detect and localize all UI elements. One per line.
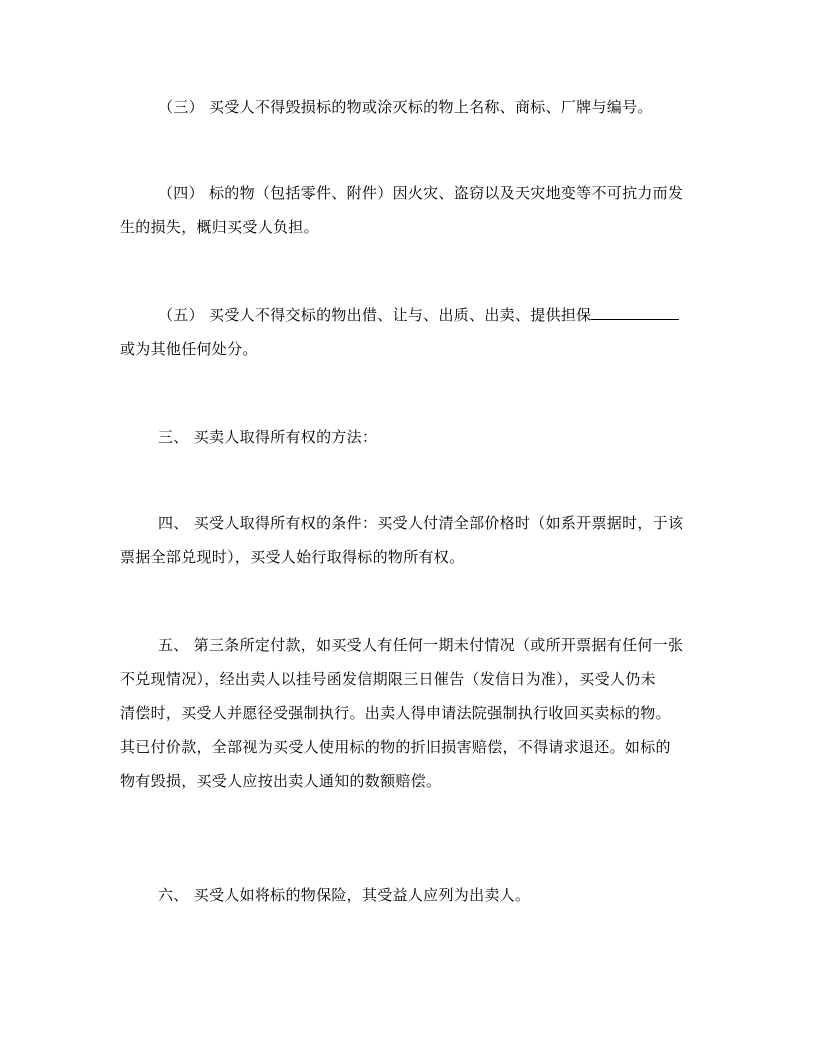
article-3-paragraph [120, 420, 700, 454]
text-line: 三、 买卖人取得所有权的方法： [158, 428, 378, 446]
clause-4-paragraph [120, 176, 700, 244]
text-line: 清偿时，买受人并愿径受强制执行。出卖人得申请法院强制执行收回买卖标的物。 [120, 704, 671, 722]
text-fragment: （五） 买受人不得交标的物出借、让与、出质、出卖、提供担保 [158, 306, 592, 324]
clause-3-paragraph [120, 90, 700, 124]
text-line: （四） 标的物（包括零件、附件）因火灾、盗窃以及天灾地变等不可抗力而发 [158, 184, 684, 202]
text-line: 票据全部兑现时），买受人始行取得标的物所有权。 [120, 548, 465, 566]
clause-5-paragraph [120, 298, 700, 366]
article-5-paragraph [120, 628, 700, 798]
article-4-paragraph [120, 506, 700, 574]
text-line: 或为其他任何处分。 [120, 340, 258, 358]
text-line: 五、 第三条所定付款，如买受人有任何一期未付情况（或所开票据有任何一张 [158, 636, 684, 654]
text-line: 物有毁损，买受人应按出卖人通知的数额赔偿。 [120, 772, 442, 790]
article-6-paragraph [120, 878, 700, 912]
text-line: 六、 买受人如将标的物保险，其受益人应列为出卖人。 [158, 886, 531, 904]
text-line: 四、 买受人取得所有权的条件：买受人付清全部价格时（如系开票据时，于该 [158, 514, 684, 532]
text-line [120, 298, 700, 332]
fill-in-blank [591, 303, 679, 320]
text-line: 其已付价款，全部视为买受人使用标的物的折旧损害赔偿，不得请求退还。如标的 [120, 738, 671, 756]
text-line: 生的损失，概归买受人负担。 [120, 218, 319, 236]
text-line: （三） 买受人不得毁损标的物或涂灭标的物上名称、商标、厂牌与编号。 [158, 98, 653, 116]
text-line: 不兑现情况），经出卖人以挂号函发信期限三日催告（发信日为准），买受人仍未 [120, 670, 656, 688]
